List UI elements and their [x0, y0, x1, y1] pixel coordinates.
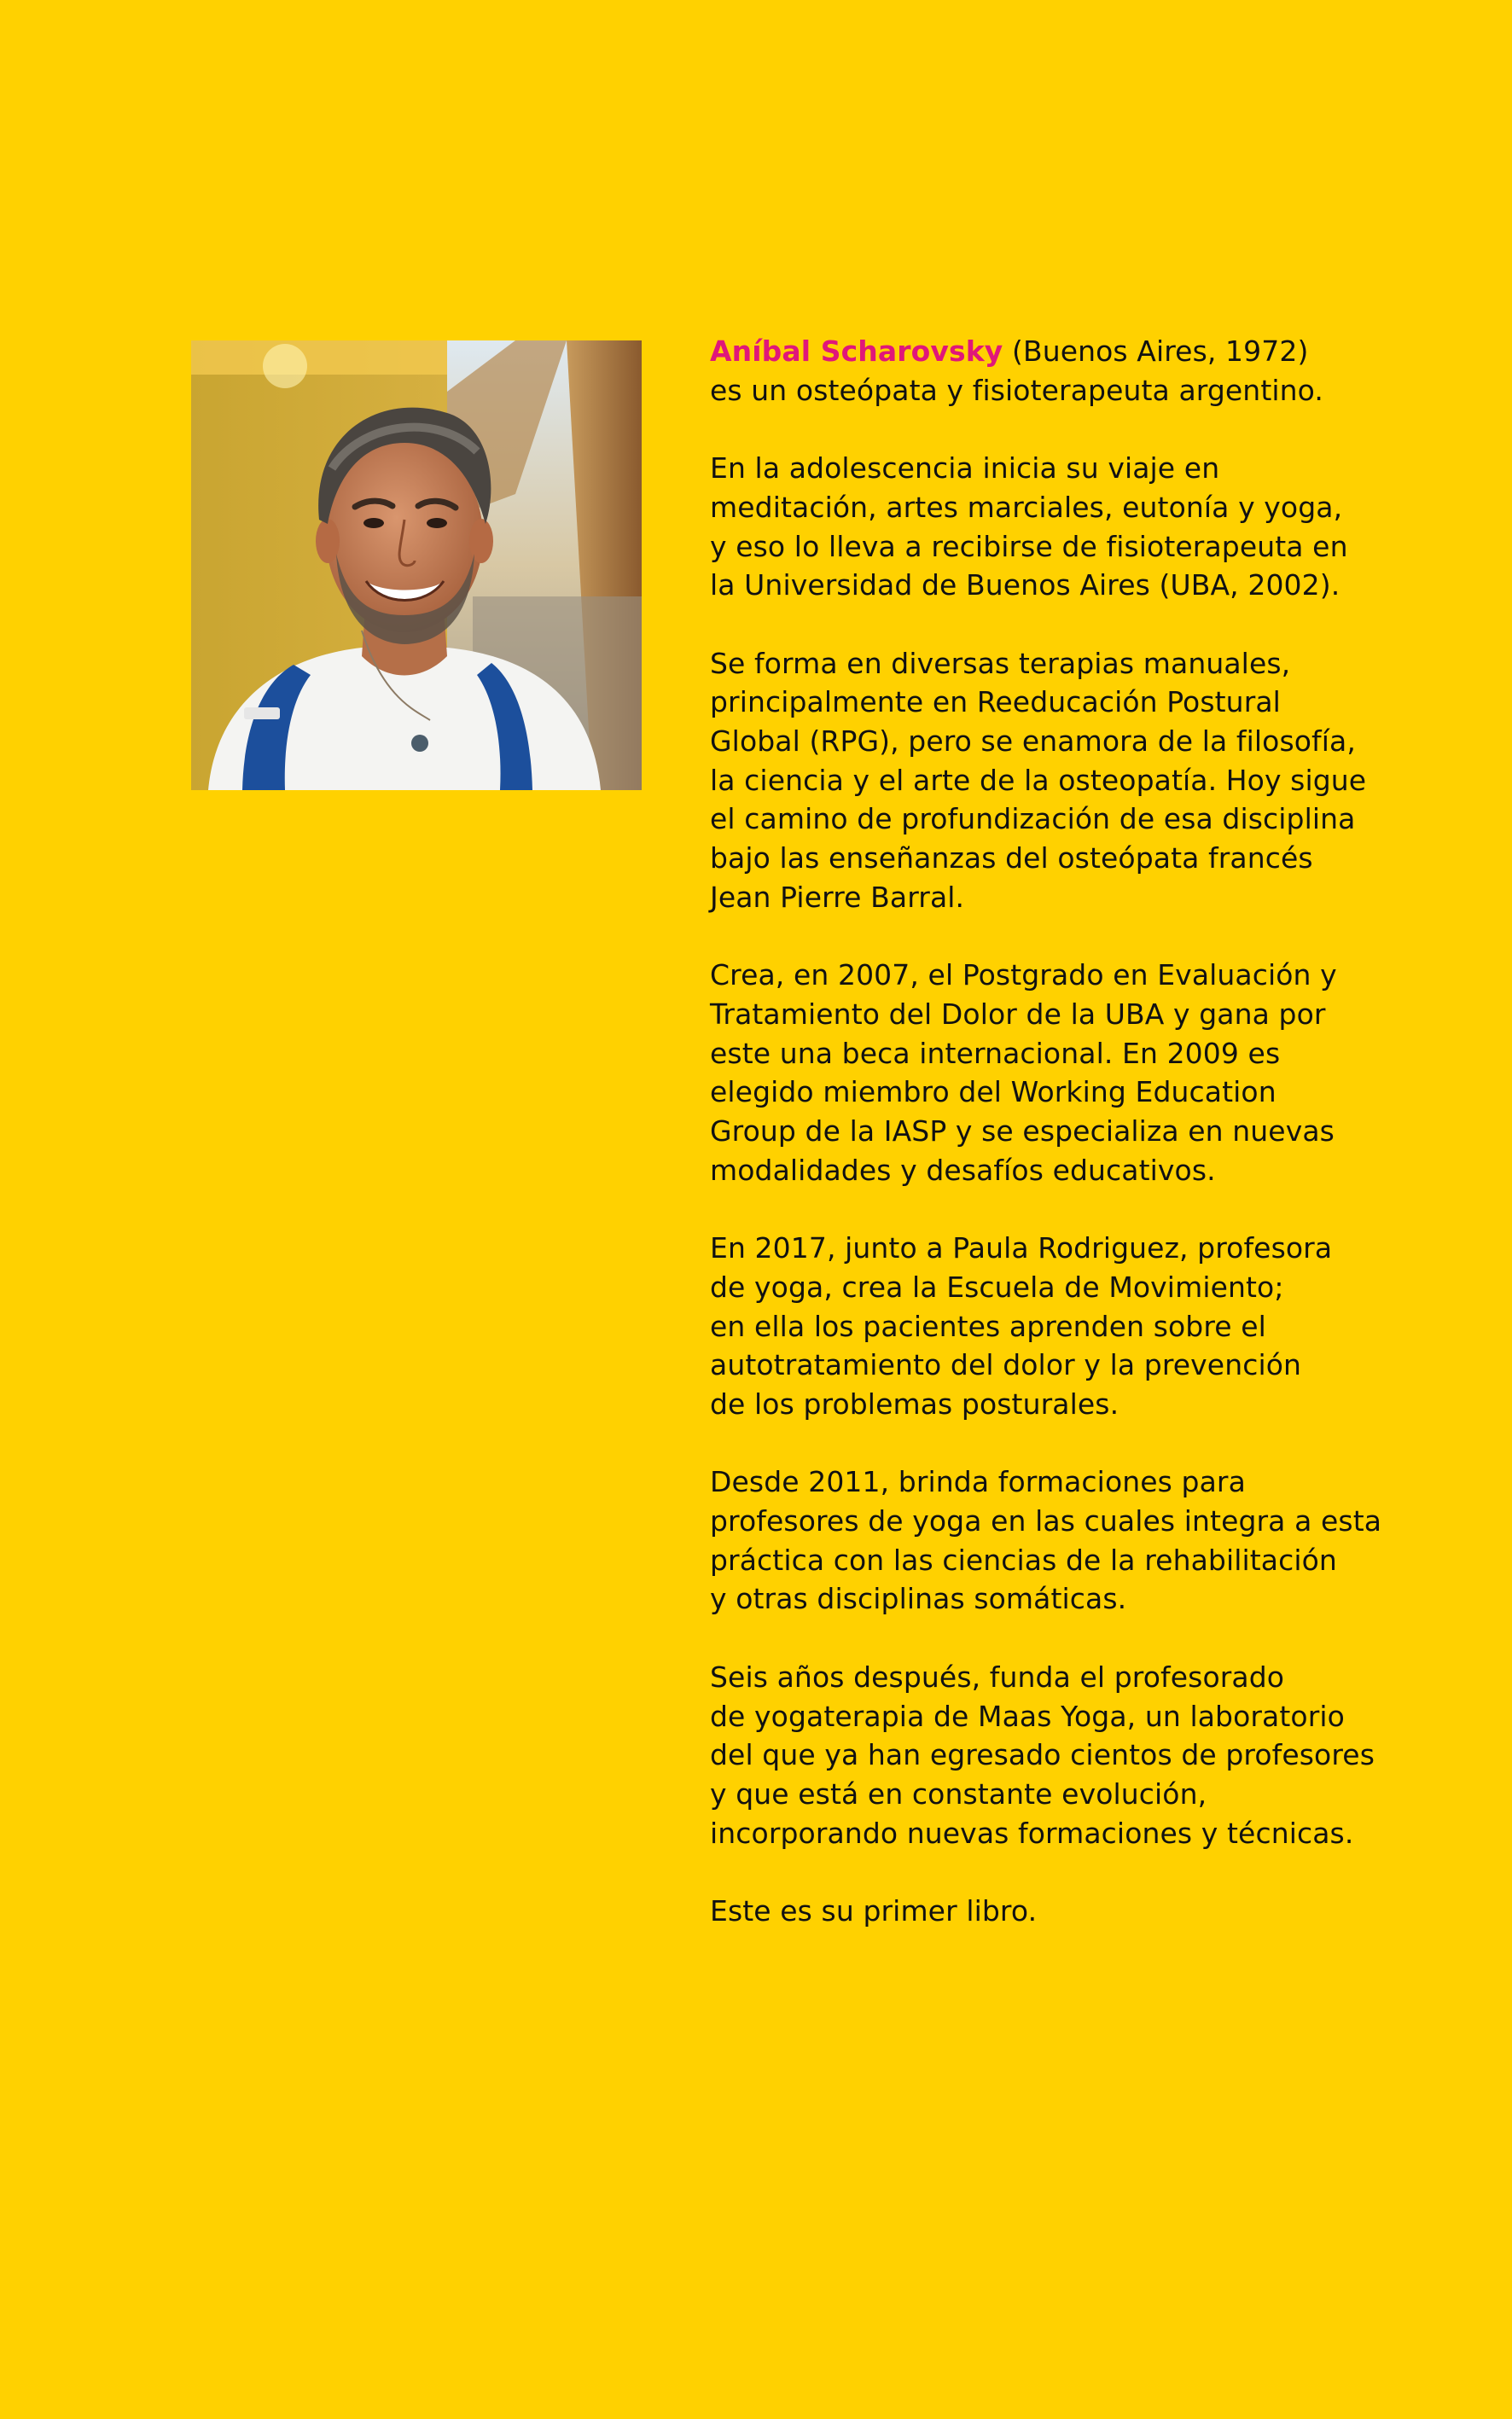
bio-paragraph-7: Este es su primer libro.	[710, 1894, 1038, 1928]
bio-paragraph-5: Desde 2011, brinda formaciones para profesores de yoga en las cuales integra a esta práctica con las ciencias de la rehabilitación y otras disciplinas somáticas.	[710, 1465, 1382, 1616]
bio-paragraph-6: Seis años después, funda el profesorado de yogaterapia de Maas Yoga, un laboratorio del que ya han egresado cientos de profesores y que está en constante evolución, incorporando nuevas formaciones y técnicas.	[710, 1660, 1375, 1850]
author-bio	[710, 332, 1444, 1969]
bio-intro	[710, 332, 1444, 410]
author-name: Aníbal Scharovsky	[710, 334, 1003, 368]
portrait-illustration	[191, 340, 642, 790]
bio-paragraph-4: En 2017, junto a Paula Rodriguez, profesora de yoga, crea la Escuela de Movimiento; en ella los pacientes aprenden sobre el autotratamiento del dolor y la prevención de los problemas posturales.	[710, 1231, 1333, 1421]
bio-paragraph-2: Se forma en diversas terapias manuales, principalmente en Reeducación Postural Global (RPG), pero se enamora de la filosofía, la ciencia y el arte de la osteopatía. Hoy sigue el camino de profundización de esa disciplina bajo las enseñanzas del osteópata francés Jean Pierre Barral.	[710, 646, 1367, 914]
bio-paragraph-3: Crea, en 2007, el Postgrado en Evaluación y Tratamiento del Dolor de la UBA y gana por este una beca internacional. En 2009 es elegido miembro del Working Education Group de la IASP y se especializa en nuevas modalidades y desafíos educativos.	[710, 958, 1337, 1187]
bio-paragraph-1: En la adolescencia inicia su viaje en meditación, artes marciales, eutonía y yoga, y eso lo lleva a recibirse de fisioterapeuta en la Universidad de Buenos Aires (UBA, 2002).	[710, 451, 1348, 602]
bio-intro-text: (Buenos Aires, 1972) es un osteópata y fisioterapeuta argentino.	[710, 334, 1323, 407]
author-portrait	[191, 340, 642, 790]
